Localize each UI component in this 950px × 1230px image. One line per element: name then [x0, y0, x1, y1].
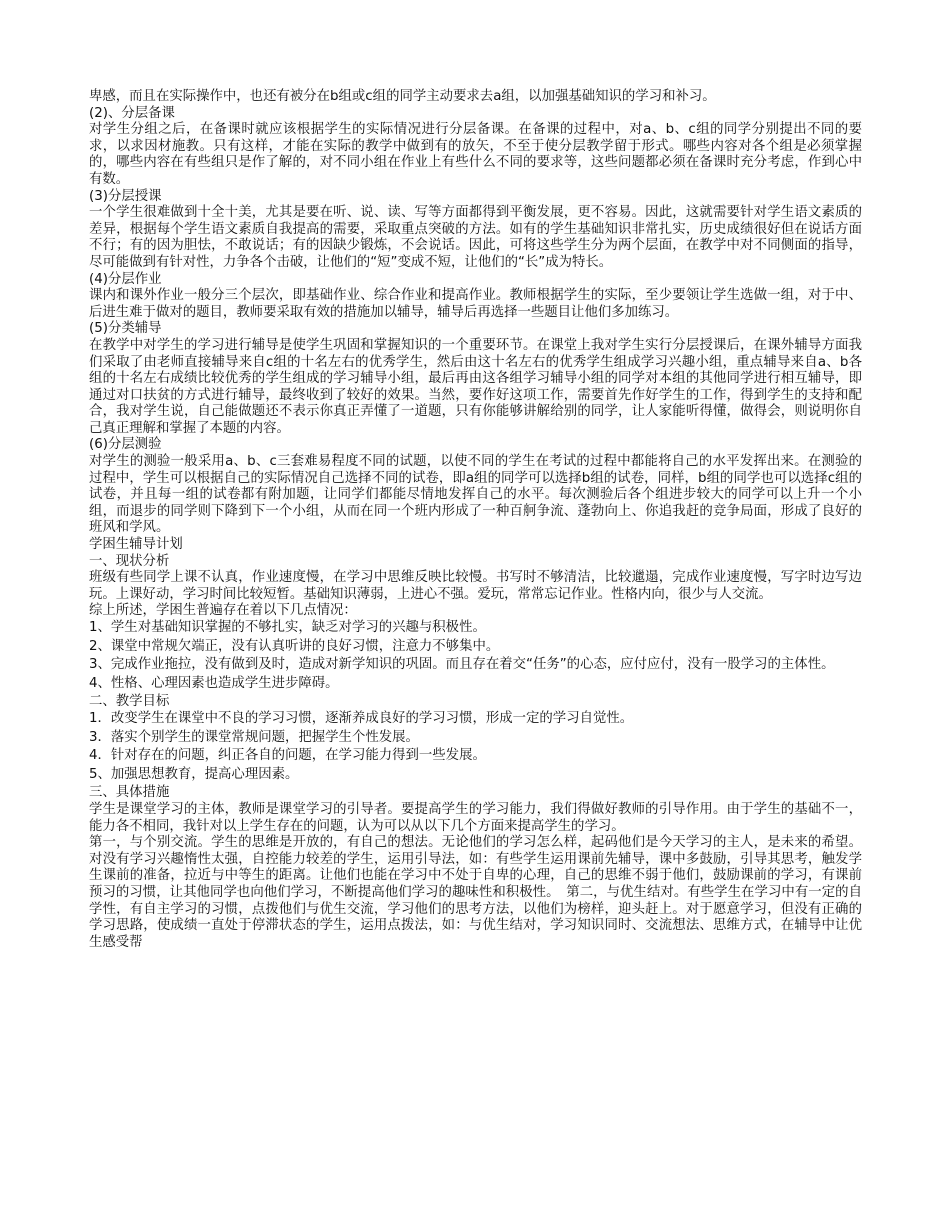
list-item: 4、性格、心理因素也造成学生进步障碍。 — [89, 675, 339, 691]
document-subtitle-tutoring-plan: 学困生辅导计划 — [89, 537, 183, 553]
document-page — [89, 89, 862, 951]
paragraph-10: 对学生的测验一般采用a、b、c三套难易程度不同的试题，以使不同的学生在考试的过程中都能将自己的水平发挥出来。在测验的过程中，学生可以根据自己的实际情况自己选择不同的试卷，即a组的同学可以选择b组的试卷，同样，b组的同学也可以选择c组的试卷，并且每一组的试卷都有附加题，让同学们都能尽情地发挥自己的水平。每次测验后各个组进步较大的同学可以上升一个小组，而退步的同学则下降到下一个小组，从而在同一个班内形成了一种百舸争流、蓬勃向上、你追我赶的竞争局面，形成了良好的班风和学风。 — [89, 454, 862, 536]
section-heading-layered-testing: (6)分层测验 — [89, 437, 162, 453]
list-item: 3、完成作业拖拉，没有做到及时，造成对新学知识的巩固。而且存在着交“任务”的心态，应付应付，没有一股学习的主体性。 — [89, 657, 835, 673]
section-heading-teaching-goals: 二、教学目标 — [89, 694, 170, 710]
section-heading-specific-measures: 三、具体措施 — [89, 785, 170, 801]
paragraph-2: 对学生分组之后，在备课时就应该根据学生的实际情况进行分层备课。在备课的过程中，对a、b、c组的同学分别提出不同的要求，以求因材施教。只有这样，才能在实际的教学中做到有的放矢，不至于使分层教学留于形式。哪些内容对各个组是必须掌握的，哪些内容在有些组只是作了解的，对不同小组在作业上有些什么不同的要求等，这些问题都必须在备课时充分考虑，作到心中有数。 — [89, 122, 862, 187]
list-item: 4．针对存在的问题，纠正各自的问题，在学习能力得到一些发展。 — [89, 748, 486, 764]
section-heading-current-situation: 一、现状分析 — [89, 553, 170, 569]
list-item: 2、课堂中常规欠端正，没有认真听讲的良好习惯，注意力不够集中。 — [89, 638, 500, 654]
paragraph-0: 卑感，而且在实际操作中，也还有被分在b组或c组的同学主动要求去a组，以加强基础知识的学习和补习。 — [89, 89, 716, 104]
section-heading-layered-teaching: (3)分层授课 — [89, 188, 162, 204]
paragraph-14: 综上所述，学困生普遍存在着以下几点情况： — [89, 603, 357, 619]
list-item: 5、加强思想教育，提高心理因素。 — [89, 766, 299, 782]
paragraph-4: 一个学生很难做到十全十美，尤其是要在听、说、读、写等方面都得到平衡发展，更不容易。因此，这就需要针对学生语文素质的差异，根据每个学生语文素质自我提高的需要，采取重点突破的方法。如有的学生基础知识非常扎实，历史成绩很好但在说话方面不行；有的因为胆怯，不敢说话；有的因缺少锻炼，不会说话。因此，可将这些学生分为两个层面，在教学中对不同侧面的指导，尽可能做到有针对性，力争各个击破，让他们的“短”变成不短，让他们的“长”成为特长。 — [89, 205, 862, 270]
paragraph-8: 在教学中对学生的学习进行辅导是使学生巩固和掌握知识的一个重要环节。在课堂上我对学生实行分层授课后，在课外辅导方面我们采取了由老师直接辅导来自c组的十名左右的优秀学生，然后由这十名左右的优秀学生组成学习兴趣小组，重点辅导来自a、b各组的十名左右成绩比较优秀的学生组成的学习辅导小组，最后再由这各组学习辅导小组的同学对本组的其他同学进行相互辅导，即通过对口扶贫的方式进行辅导，最终收到了较好的效果。当然，要作好这项工作，需要首先作好学生的工作，得到学生的支持和配合，我对学生说，自己能做题还不表示你真正弄懂了一道题，只有你能够讲解给别的同学，让人家能听得懂，做得会，则说明你自己真正理解和掌握了本题的内容。 — [89, 337, 862, 436]
paragraph-26: 第一，与个别交流。学生的思维是开放的，有自己的想法。无论他们的学习怎么样，起码他们是今天学习的主人，是未来的希望。对没有学习兴趣惰性太强，自控能力较差的学生，运用引导法，如：有些学生运用课前先辅导，课中多鼓励，引导其思考，触发学生课前的准备，拉近与中等生的距离。让他们也能在学习中不处于自卑的心理，自己的思维不弱于他们，鼓励课前的学习，有课前预习的习惯，让其他同学也向他们学习，不断提高他们学习的趣味性和积极性。 第二，与优生结对。有些学生在学习中有一定的自学性，有自主学习的习惯，点拨他们与优生交流，学习他们的思考方法，以他们为榜样，迎头赶上。对于愿意学习，但没有正确的学习思路，使成绩一直处于停滞状态的学生，运用点拨法，如：与优生结对，学习知识同时、交流想法、思维方式，在辅导中让优生感受帮 — [89, 835, 862, 950]
list-item: 1．改变学生在课堂中不良的学习习惯，逐渐养成良好的学习习惯，形成一定的学习自觉性。 — [89, 710, 634, 726]
list-item: 1、学生对基础知识掌握的不够扎实，缺乏对学习的兴趣与积极性。 — [89, 620, 486, 635]
section-heading-category-tutoring: (5)分类辅导 — [89, 321, 162, 337]
section-heading-layered-homework: (4)分层作业 — [89, 271, 162, 287]
paragraph-25: 学生是课堂学习的主体，教师是课堂学习的引导者。要提高学生的学习能力，我们得做好教师的引导作用。由于学生的基础不一，能力各不相同，我针对以上学生存在的问题，认为可以从以下几个方面来提高学生的学习。 — [89, 801, 862, 834]
paragraph-6: 课内和课外作业一般分三个层次，即基础作业、综合作业和提高作业。教师根据学生的实际，至少要领让学生选做一组，对于中、后进生难于做对的题目，教师要采取有效的措施加以辅导，辅导后再选择一些题目让他们多加练习。 — [89, 288, 862, 320]
paragraph-13: 班级有些同学上课不认真，作业速度慢，在学习中思维反映比较慢。书写时不够清洁，比较邋遢，完成作业速度慢，写字时边写边玩。上课好动，学习时间比较短暂。基础知识薄弱，上进心不强。爱玩，常常忘记作业。性格内向，很少与人交流。 — [89, 570, 862, 602]
section-heading-layered-lesson-prep: (2)、分层备课 — [89, 105, 175, 121]
list-item: 3．落实个别学生的课堂常规问题，把握学生个性发展。 — [89, 729, 419, 745]
